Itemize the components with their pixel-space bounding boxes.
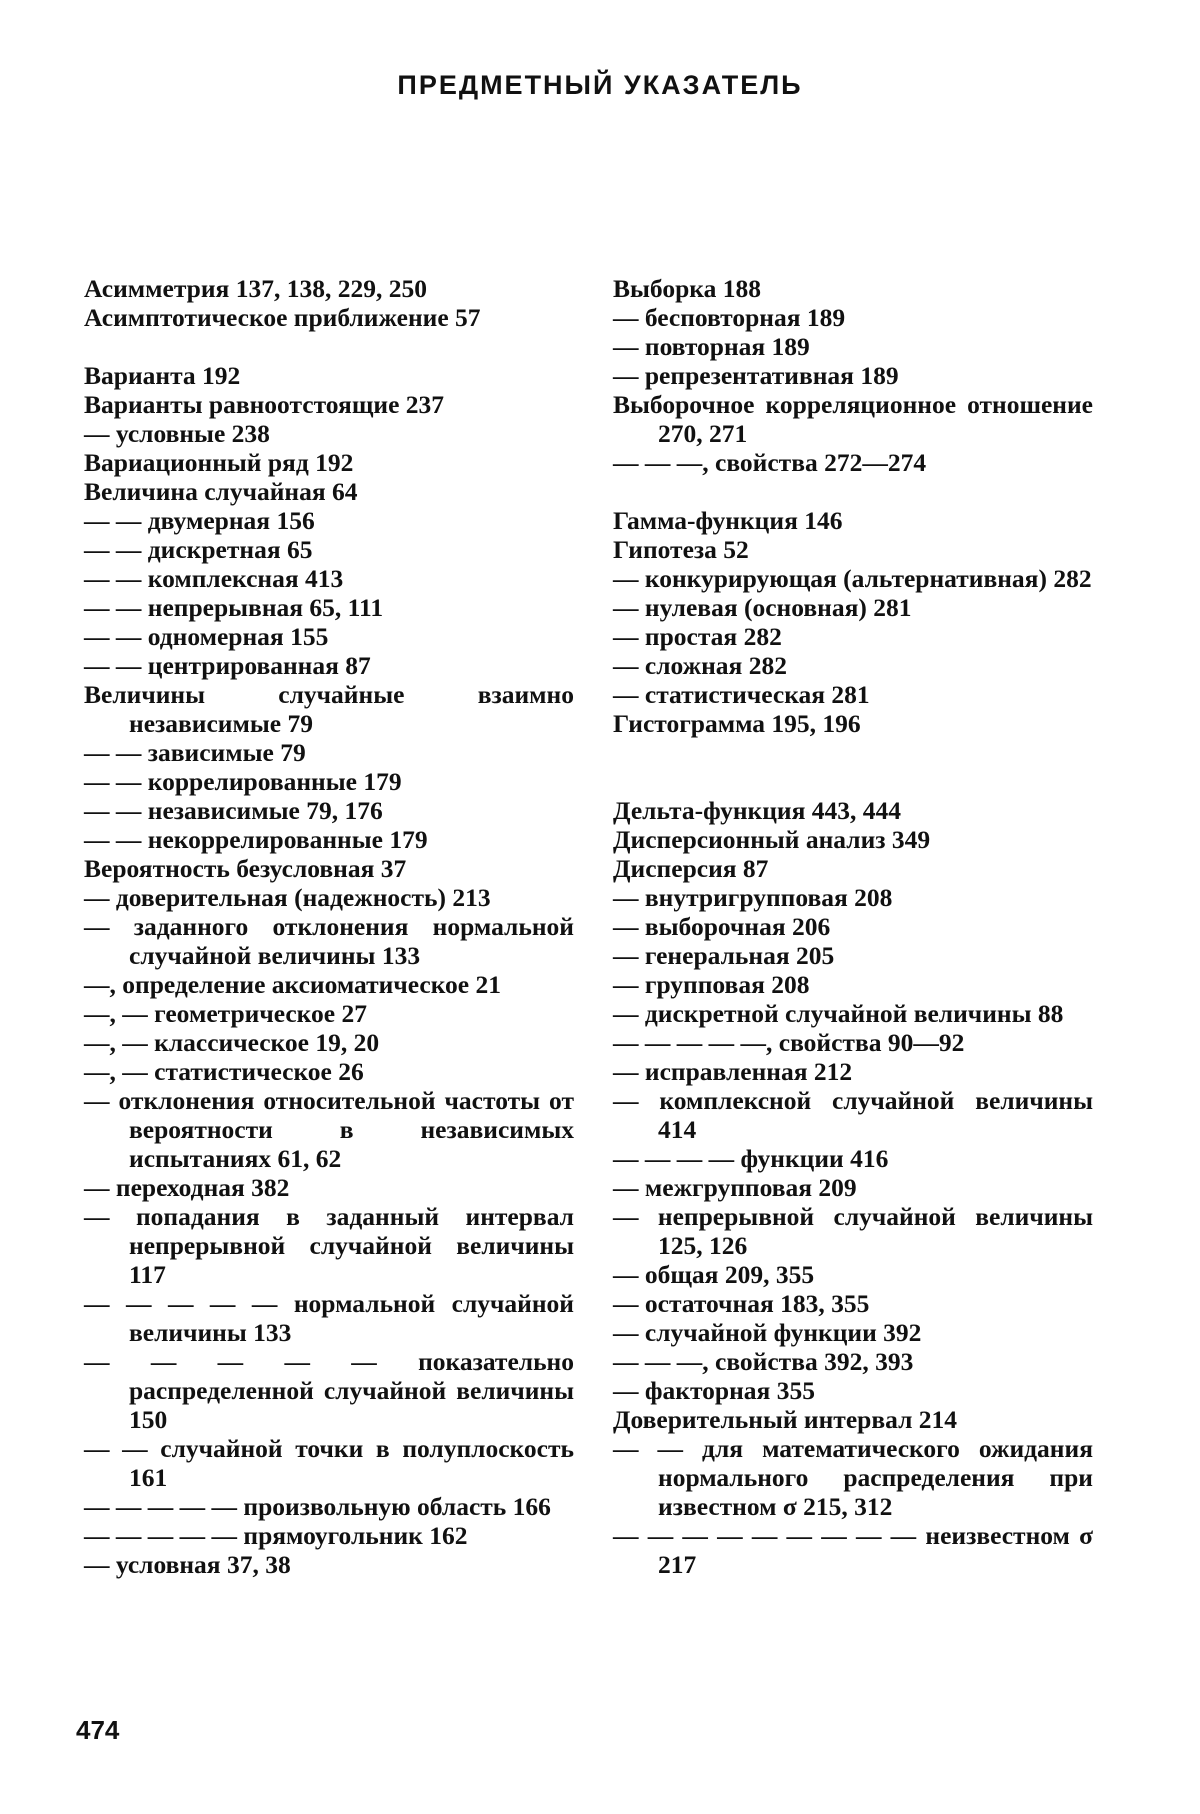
index-entry: Выборка 188	[613, 274, 761, 303]
index-entry: — — — — — нормальной случайной величины 133	[84, 1289, 574, 1347]
index-entry: — — некоррелированные 179	[84, 825, 428, 854]
index-entry: — условные 238	[84, 419, 270, 448]
index-entry: — отклонения относительной частоты от вероятности в независимых испытаниях 61, 62	[84, 1086, 574, 1173]
index-entry: Варианта 192	[84, 361, 241, 390]
index-entry: Варианты равноотстоящие 237	[84, 390, 445, 419]
index-entry: —, — классическое 19, 20	[84, 1028, 380, 1057]
index-entry: — комплексной случайной величины 414	[613, 1086, 1093, 1144]
index-entry: — выборочная 206	[613, 912, 831, 941]
index-entry: — — —, свойства 392, 393	[613, 1347, 914, 1376]
index-entry: — остаточная 183, 355	[613, 1289, 870, 1318]
index-entry: Асимптотическое приближение 57	[84, 303, 481, 332]
index-entry: — внутригрупповая 208	[613, 883, 893, 912]
index-entry: — конкурирующая (альтернативная) 282	[613, 564, 1092, 593]
index-entry: Величины случайные взаимно независимые 79	[84, 680, 574, 738]
index-entry: — — —, свойства 272—274	[613, 448, 927, 477]
index-entry: — — — — — — — — — неизвестном σ 217	[613, 1521, 1093, 1579]
index-entry: — межгрупповая 209	[613, 1173, 857, 1202]
index-entry: — бесповторная 189	[613, 303, 846, 332]
index-entry: Величина случайная 64	[84, 477, 358, 506]
index-entry: — — для математического ожидания нормального распределения при известном σ 215, 312	[613, 1434, 1093, 1521]
index-entry: — — комплексная 413	[84, 564, 344, 593]
index-entry: — — непрерывная 65, 111	[84, 593, 384, 622]
index-entry: Гистограмма 195, 196	[613, 709, 861, 738]
index-entry: — нулевая (основная) 281	[613, 593, 912, 622]
index-entry: — условная 37, 38	[84, 1550, 291, 1579]
index-entry: — общая 209, 355	[613, 1260, 815, 1289]
page-number: 474	[76, 1715, 120, 1745]
index-entry: Дисперсия 87	[613, 854, 769, 883]
index-entry: — — — — функции 416	[613, 1144, 889, 1173]
index-column-right	[613, 274, 1093, 1579]
index-entry: —, — статистическое 26	[84, 1057, 364, 1086]
index-gap	[613, 767, 1093, 796]
index-entry: Гипотеза 52	[613, 535, 749, 564]
index-entry: Вариационный ряд 192	[84, 448, 354, 477]
index-entry: — — двумерная 156	[84, 506, 315, 535]
index-entry: — дискретной случайной величины 88	[613, 999, 1064, 1028]
index-entry: — повторная 189	[613, 332, 810, 361]
index-entry: — — независимые 79, 176	[84, 796, 383, 825]
index-entry: — доверительная (надежность) 213	[84, 883, 491, 912]
index-gap	[613, 477, 1093, 506]
index-entry: Дисперсионный анализ 349	[613, 825, 931, 854]
index-entry: — — коррелированные 179	[84, 767, 402, 796]
index-entry: —, определение аксиоматическое 21	[84, 970, 501, 999]
index-entry: — — случайной точки в полуплоскость 161	[84, 1434, 574, 1492]
index-entry: — — — — — показательно распределенной случайной величины 150	[84, 1347, 574, 1434]
index-entry: — простая 282	[613, 622, 782, 651]
index-entry: — групповая 208	[613, 970, 810, 999]
index-entry: Вероятность безусловная 37	[84, 854, 407, 883]
index-entry: — — дискретная 65	[84, 535, 313, 564]
index-entry: — попадания в заданный интервал непрерывной случайной величины 117	[84, 1202, 574, 1289]
index-entry: — переходная 382	[84, 1173, 290, 1202]
index-entry: — — — — —, свойства 90—92	[613, 1028, 965, 1057]
index-entry: — исправленная 212	[613, 1057, 853, 1086]
index-entry: Доверительный интервал 214	[613, 1405, 958, 1434]
index-entry: — — — — — прямоугольник 162	[84, 1521, 468, 1550]
index-gap	[84, 332, 574, 361]
index-entry: — — центрированная 87	[84, 651, 371, 680]
page-title: ПРЕДМЕТНЫЙ УКАЗАТЕЛЬ	[397, 70, 803, 100]
index-entry: — заданного отклонения нормальной случайной величины 133	[84, 912, 574, 970]
index-entry: Асимметрия 137, 138, 229, 250	[84, 274, 427, 303]
index-entry: Дельта-функция 443, 444	[613, 796, 902, 825]
index-entry: — сложная 282	[613, 651, 787, 680]
index-entry: — — — — — произвольную область 166	[84, 1492, 551, 1521]
index-entry: — — одномерная 155	[84, 622, 329, 651]
index-entry: — статистическая 281	[613, 680, 870, 709]
index-entry: Гамма-функция 146	[613, 506, 843, 535]
index-entry: — репрезентативная 189	[613, 361, 899, 390]
index-gap	[613, 738, 1093, 767]
index-entry: — непрерывной случайной величины 125, 126	[613, 1202, 1093, 1260]
index-entry: Выборочное корреляционное отношение 270, 271	[613, 390, 1093, 448]
index-entry: — факторная 355	[613, 1376, 815, 1405]
index-entry: — — зависимые 79	[84, 738, 306, 767]
index-column-left	[84, 274, 574, 1579]
index-entry: — случайной функции 392	[613, 1318, 922, 1347]
index-entry: — генеральная 205	[613, 941, 835, 970]
index-entry: —, — геометрическое 27	[84, 999, 367, 1028]
